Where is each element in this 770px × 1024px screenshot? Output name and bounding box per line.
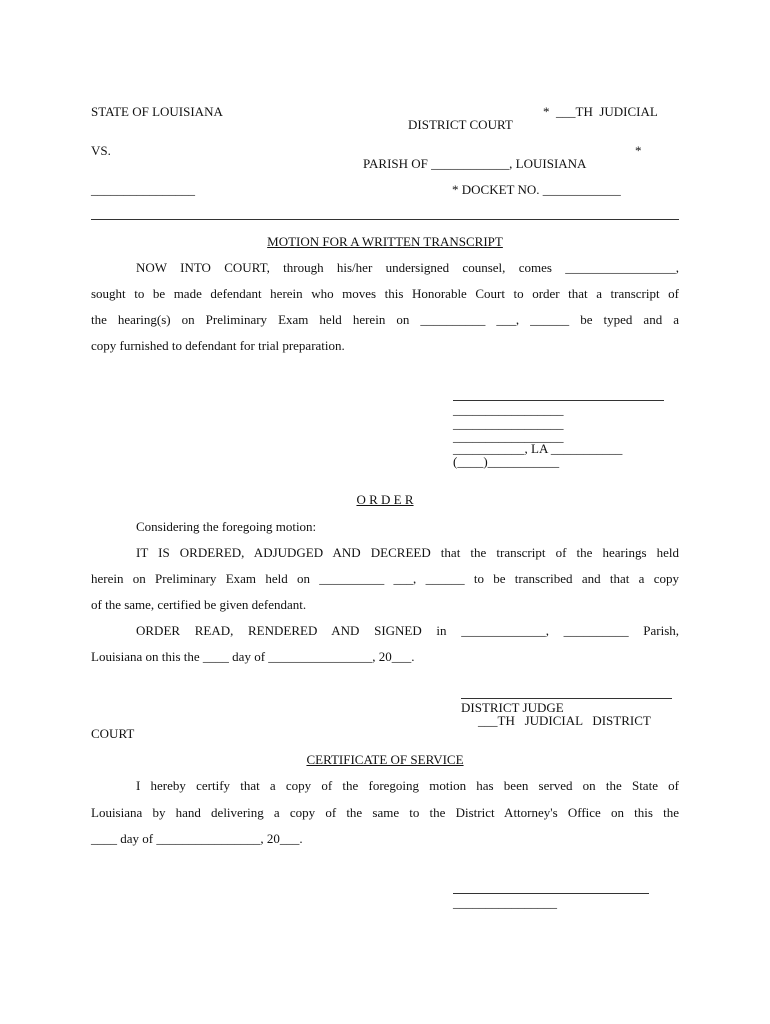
order-text-line-1: IT IS ORDERED, ADJUDGED AND DECREED that the transcript of the hearings held (136, 545, 679, 560)
district-judge-label: DISTRICT JUDGE (461, 700, 564, 715)
certificate-text-line-2: Louisiana by hand delivering a copy of the same to the District Attorney's Office on this the (91, 805, 679, 820)
vs-label: VS. (91, 143, 111, 158)
certificate-signature-blank: ________________ (453, 895, 557, 910)
judicial-label: * ___TH JUDICIAL (543, 104, 658, 119)
state-of-louisiana-label: STATE OF LOUISIANA (91, 104, 223, 119)
certificate-title: CERTIFICATE OF SERVICE (306, 752, 464, 767)
caption-divider (91, 219, 679, 220)
motion-text-line-2: sought to be made defendant herein who moves this Honorable Court to order that a transcript of (91, 286, 679, 301)
certificate-text-line-1: I hereby certify that a copy of the foregoing motion has been served on the State of (136, 778, 679, 793)
attorney-address-blank: _________________ (453, 429, 564, 444)
caption-star: * (635, 143, 642, 158)
order-text-line-2: herein on Preliminary Exam held on __________ ___, ______ to be transcribed and that a copy (91, 571, 679, 586)
order-signed-line-2: Louisiana on this the ____ day of ________________, 20___. (91, 649, 415, 664)
order-considering: Considering the foregoing motion: (136, 519, 317, 534)
judicial-district-label: ___TH JUDICIAL DISTRICT (478, 713, 651, 728)
motion-text-line-1: NOW INTO COURT, through his/her undersigned counsel, comes _________________, (136, 260, 679, 275)
attorney-signature-line (453, 400, 664, 401)
judge-signature-line (461, 698, 672, 699)
court-label: COURT (91, 726, 135, 741)
certificate-text-line-3: ____ day of ________________, 20___. (91, 831, 303, 846)
motion-title: MOTION FOR A WRITTEN TRANSCRIPT (267, 234, 503, 249)
attorney-name-blank: _________________ (453, 402, 564, 417)
attorney-city-la-blank: ___________, LA ___________ (453, 441, 623, 456)
certificate-signature-line (453, 893, 649, 894)
order-signed-line-1: ORDER READ, RENDERED AND SIGNED in _____________, __________ Parish, (136, 623, 679, 638)
docket-number-label: * DOCKET NO. ____________ (452, 182, 621, 197)
motion-text-line-4: copy furnished to defendant for trial preparation. (91, 338, 345, 353)
parish-label: PARISH OF ____________, LOUISIANA (363, 156, 587, 171)
order-title: O R D E R (356, 492, 414, 507)
attorney-bar-blank: _________________ (453, 416, 564, 431)
motion-text-line-3: the hearing(s) on Preliminary Exam held herein on __________ ___, ______ be typed and a (91, 312, 679, 327)
order-text-line-3: of the same, certified be given defendant. (91, 597, 307, 612)
attorney-phone-blank: (____)___________ (453, 454, 560, 469)
district-court-label: DISTRICT COURT (408, 117, 513, 132)
defendant-name-blank: ________________ (91, 182, 195, 197)
